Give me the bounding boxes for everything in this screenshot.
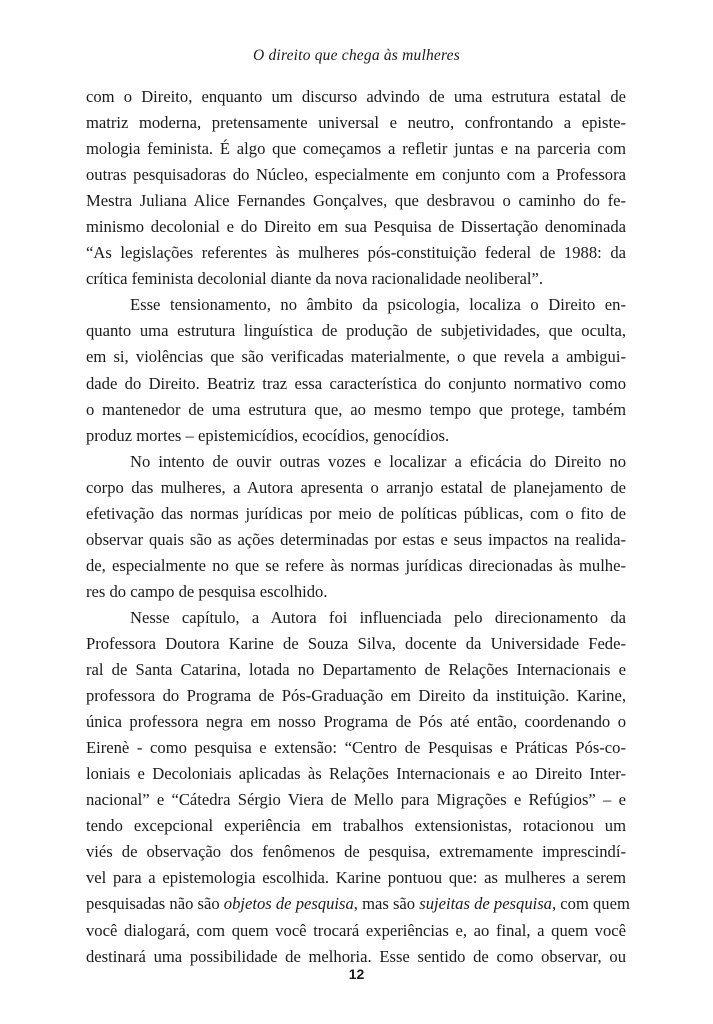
text-block-main [86,84,626,891]
text-line: destinará uma possibilidade de melhoria. Esse sentido de como observar, ou [86,946,626,966]
italic-run: sujeitas de pesquisa [419,894,552,914]
text-line: você dialogará, com quem você trocará experiências e, ao final, a quem você [86,920,626,940]
text-line: ral de Santa Catarina, lotada no Departamento de Relações Internacionais e [86,660,626,680]
text-line: Eirenè - como pesquisa e extensão: “Centro de Pesquisas e Práticas Pós-co- [86,738,626,758]
text-line: “As legislações referentes às mulheres pós-constituição federal de 1988: da [86,243,626,263]
text-line: viés de observação dos fenômenos de pesquisa, extremamente imprescindí- [86,842,626,862]
italic-run: objetos de pesquisa [223,894,354,914]
text-line: Professora Doutora Karine de Souza Silva, docente da Universidade Fede- [86,633,626,653]
text-run: , mas são [353,894,420,914]
text-line: No intento de ouvir outras vozes e localizar a eficácia do Direito no [130,451,626,471]
text-line: observar quais são as ações determinadas por estas e seus impactos na realida- [86,529,626,549]
text-line: única professora negra em nosso Programa de Pós até então, coordenando o [86,712,626,732]
text-line-italic [86,891,630,917]
text-line: res do campo de pesquisa escolhido. [86,581,328,601]
text-line: mologia feminista. É algo que começamos a refletir juntas e na parceria com [86,139,626,159]
text-line: efetivação das normas jurídicas por meio de políticas públicas, com o fito de [86,503,626,523]
page-number: 12 [348,966,365,982]
text-line: minismo decolonial e do Direito em sua Pesquisa de Dissertação denominada [86,217,626,237]
text-line: vel para a epistemologia escolhida. Karine pontuou que: as mulheres a serem [86,868,626,888]
text-line: professora do Programa de Pós-Graduação em Direito da instituição. Karine, [86,686,626,706]
text-line: tendo excepcional experiência em trabalhos extensionistas, rotacionou um [86,816,626,836]
text-line: corpo das mulheres, a Autora apresenta o arranjo estatal de planejamento de [86,477,626,497]
text-line: outras pesquisadoras do Núcleo, especialmente em conjunto com a Professora [86,165,626,185]
text-line: matriz moderna, pretensamente universal e neutro, confrontando a episte- [86,113,626,133]
text-line: quanto uma estrutura linguística de produção de subjetividades, que oculta, [86,321,626,341]
text-line: Mestra Juliana Alice Fernandes Gonçalves, que desbravou o caminho do fe- [86,191,626,211]
text-line: o mantenedor de uma estrutura que, ao mesmo tempo que protege, também [86,399,626,419]
text-line: de, especialmente no que se refere às normas jurídicas direcionadas às mulhe- [86,555,626,575]
running-header: O direito que chega às mulheres [253,47,460,64]
text-line: Nesse capítulo, a Autora foi influenciada pelo direcionamento da [130,607,626,627]
text-run: pesquisadas não são [86,894,224,914]
text-line: com o Direito, enquanto um discurso advindo de uma estrutura estatal de [86,87,626,106]
text-line: Esse tensionamento, no âmbito da psicologia, localiza o Direito en- [130,295,626,315]
text-line: crítica feminista decolonial diante da nova racionalidade neoliberal”. [86,269,544,289]
text-line: em si, violências que são verificadas materialmente, o que revela a ambigui- [86,347,626,367]
text-line: dade do Direito. Beatriz traz essa característica do conjunto normativo como [86,373,626,393]
text-run: , com quem [551,894,630,914]
body-text [86,84,630,970]
text-line: nacional” e “Cátedra Sérgio Viera de Mello para Migrações e Refúgios” – e [86,790,626,810]
text-line: loniais e Decoloniais aplicadas às Relações Internacionais e ao Direito Inter- [86,764,626,784]
text-block-tail [86,918,626,970]
text-line: produz mortes – epistemicídios, ecocídios, genocídios. [86,425,450,445]
